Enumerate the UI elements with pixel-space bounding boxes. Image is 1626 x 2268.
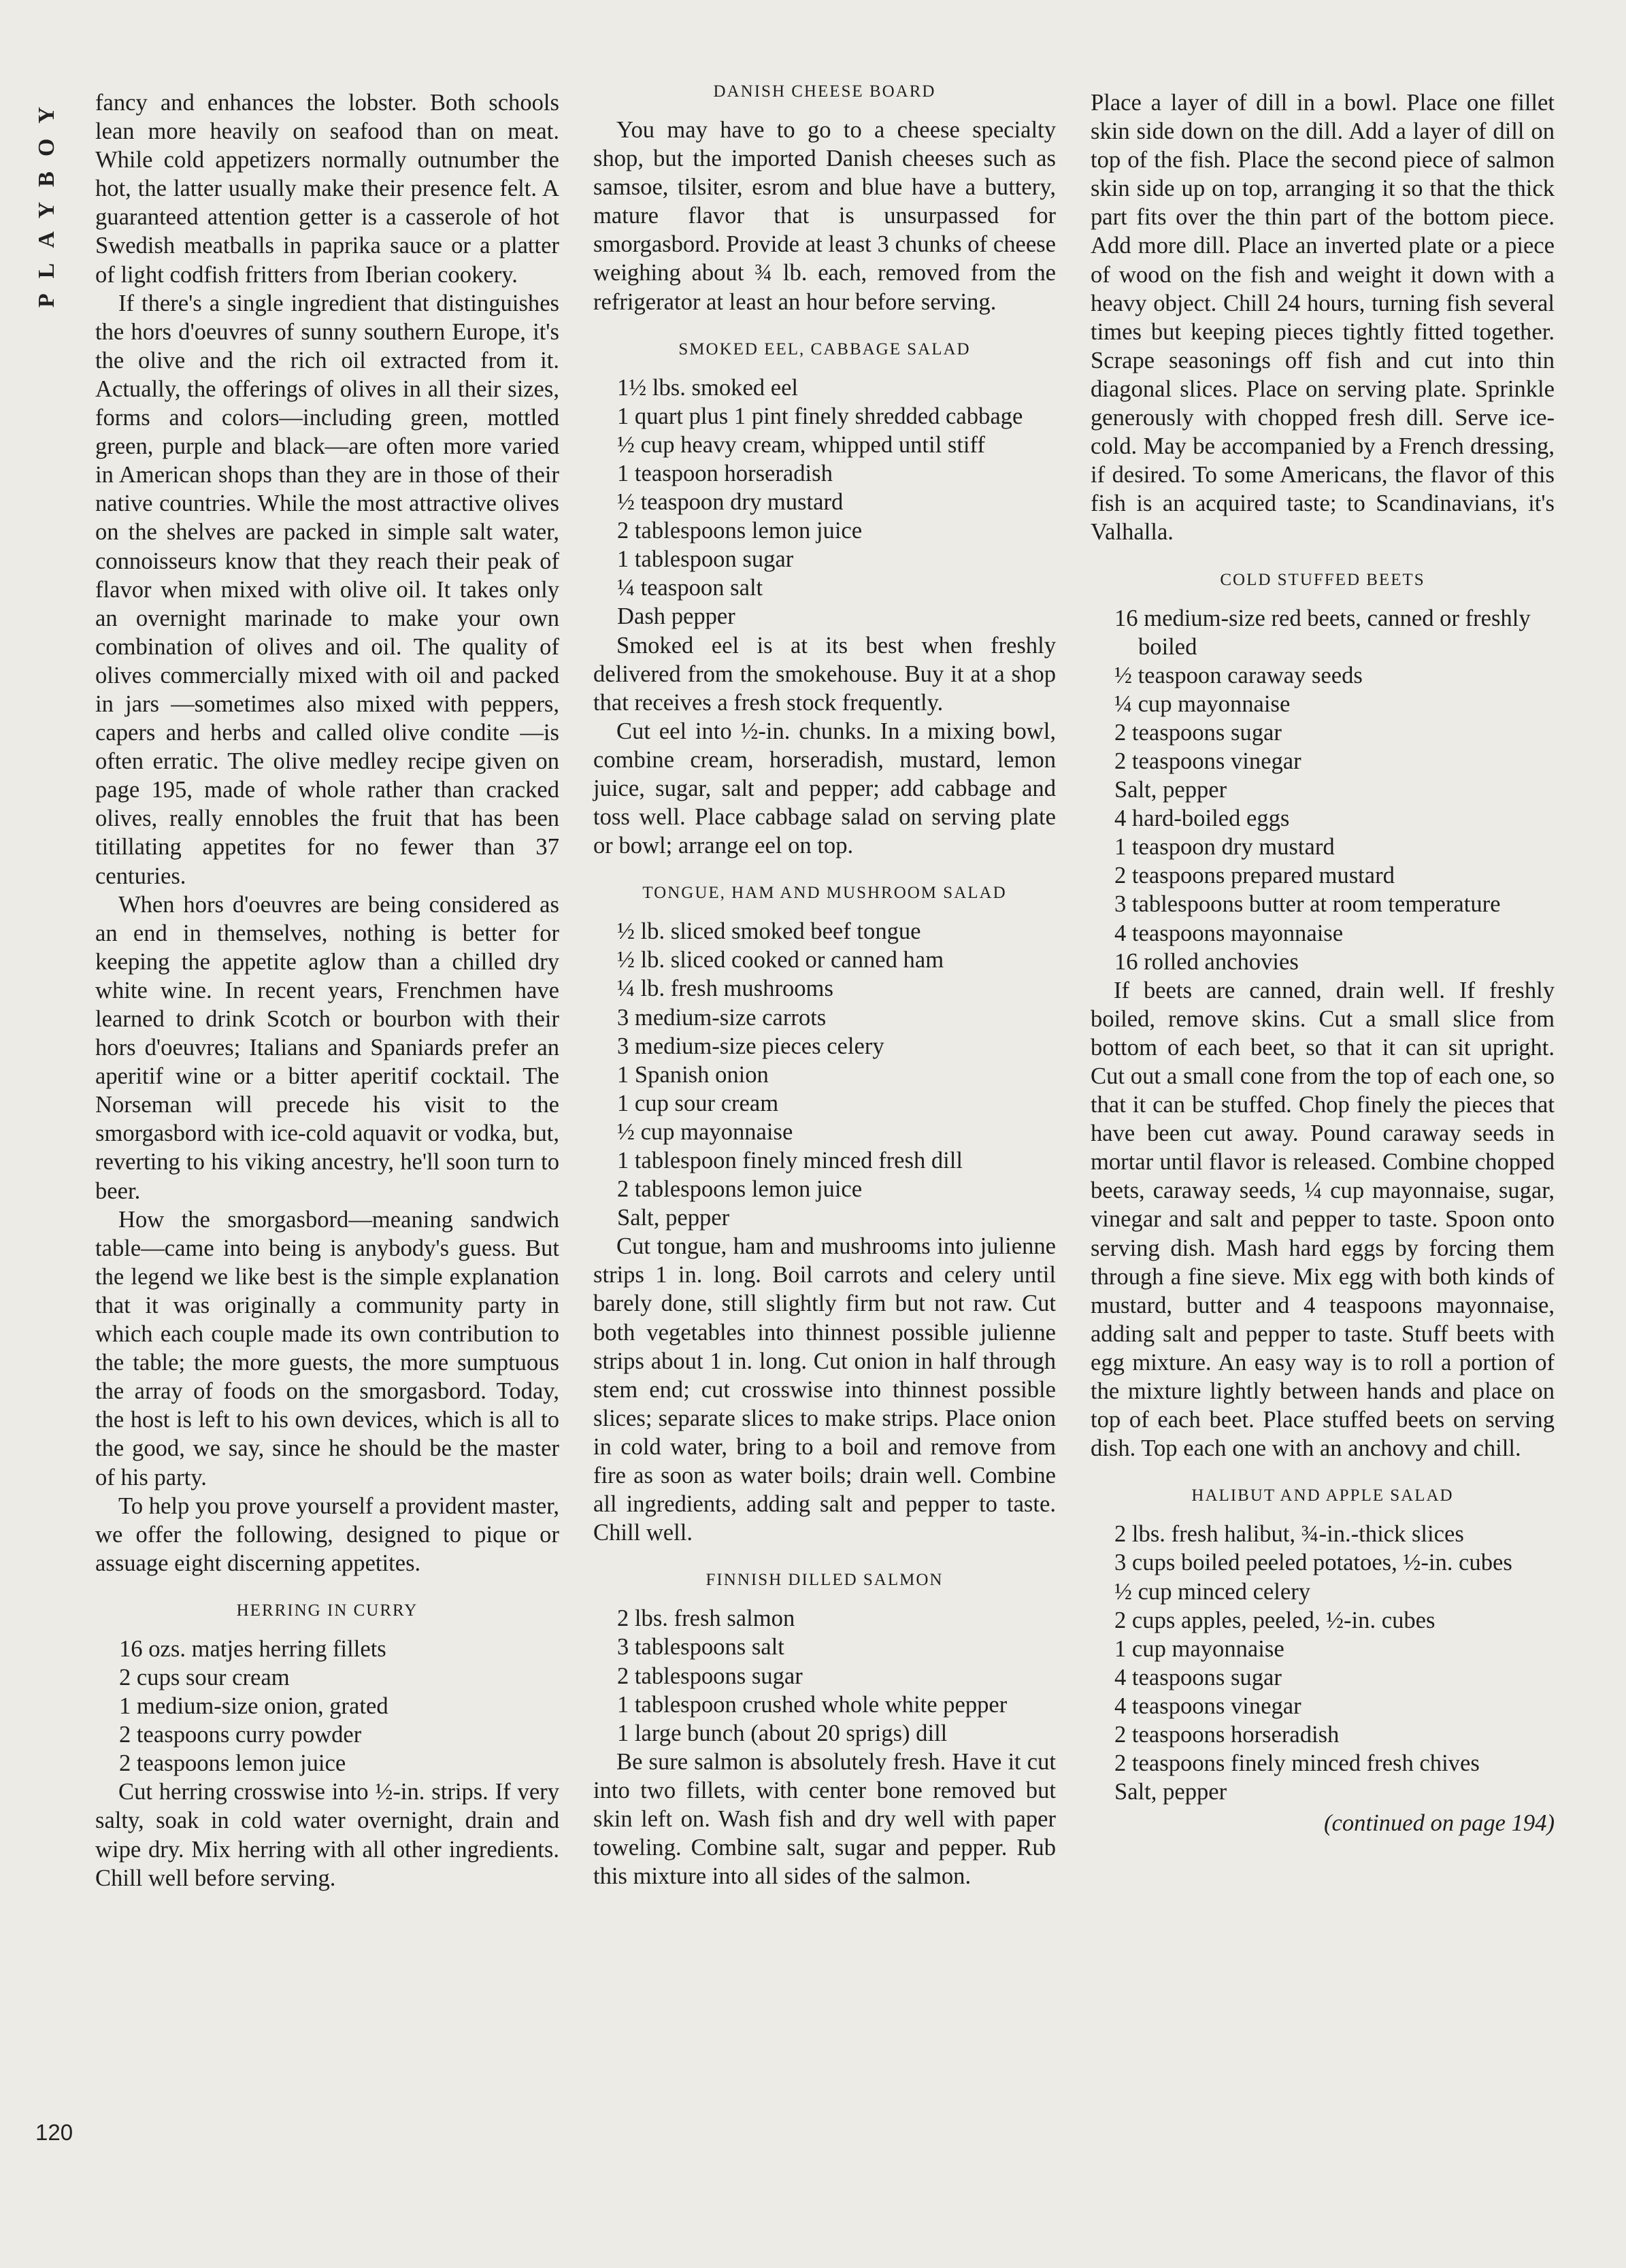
ingredient: ½ lb. sliced cooked or canned ham [617, 947, 944, 973]
recipe-title: COLD STUFFED BEETS [1220, 570, 1425, 589]
ingredient-list [1091, 1520, 1555, 1806]
ingredient: Salt, pepper [1114, 777, 1227, 803]
ingredient: 4 teaspoons mayonnaise [1114, 920, 1344, 946]
recipe-directions: Cut herring crosswise into ½-in. strips. If very salty, soak in cold water overnight, drain and wipe dry. Mix herring with all other ingredients. Chill well before serving. [95, 1779, 559, 1891]
ingredient: 3 tablespoons butter at room temperature [1114, 891, 1501, 918]
ingredient: Salt, pepper [617, 1205, 730, 1231]
recipe-title: SMOKED EEL, CABBAGE SALAD [678, 339, 971, 358]
ingredient: 1 tablespoon finely minced fresh dill [617, 1148, 963, 1173]
ingredient: 1 tablespoon crushed whole white pepper [617, 1691, 1008, 1718]
ingredient: ¼ lb. fresh mushrooms [617, 975, 833, 1002]
ingredient: 4 teaspoons vinegar [1114, 1692, 1301, 1719]
column-1 [95, 88, 559, 1892]
ingredient: 1 teaspoon dry mustard [1114, 834, 1335, 861]
recipe-title: HERRING IN CURRY [236, 1601, 418, 1620]
ingredient: ½ cup minced celery [1114, 1578, 1311, 1605]
ingredient: 2 teaspoons finely minced fresh chives [1114, 1750, 1480, 1777]
ingredient: 2 teaspoons vinegar [1114, 748, 1301, 774]
ingredient-list [1091, 604, 1555, 976]
ingredient: 2 teaspoons lemon juice [119, 1750, 346, 1777]
ingredient: 16 medium-size red beets, canned or freshly boiled [1114, 605, 1531, 660]
ingredient: 4 teaspoons sugar [1114, 1664, 1282, 1690]
column-3 [1091, 88, 1555, 1837]
ingredient-list [593, 917, 1056, 1232]
ingredient: 2 teaspoons horseradish [1114, 1721, 1340, 1748]
ingredient: 16 ozs. matjes herring fillets [119, 1635, 386, 1662]
ingredient: 1 cup sour cream [617, 1090, 779, 1116]
recipe-title: FINNISH DILLED SALMON [706, 1571, 944, 1590]
ingredient: ½ cup mayonnaise [617, 1118, 793, 1145]
ingredient: 16 rolled anchovies [1114, 948, 1299, 975]
recipe-directions: Cut tongue, ham and mushrooms into julienne strips 1 in. long. Boil carrots and celery until barely done, still slightly firm but not raw. Cut both vegetables into thinnest possible julienne strips about 1 in. long. Cut onion in half through stem end; cut crosswise into thinnest possible slices; separate slices to make strips. Place onion in cold water, bring to a boil and remove from fire as soon as water boils; drain well. Combine all ingredients, adding salt and pepper to taste. Chill well. [593, 1233, 1056, 1546]
ingredient: 3 medium-size pieces celery [617, 1033, 884, 1059]
intro-paragraph: To help you prove yourself a provident master, we offer the following, designed to pique or assuage eight discerning appetites. [95, 1492, 559, 1576]
ingredient: 2 tablespoons lemon juice [617, 518, 863, 544]
recipe-title: HALIBUT AND APPLE SALAD [1191, 1486, 1454, 1505]
ingredient: 2 tablespoons lemon juice [617, 1176, 863, 1203]
ingredient: 2 lbs. fresh halibut, ¾-in.-thick slices [1114, 1521, 1464, 1548]
recipe-title: DANISH CHEESE BOARD [713, 82, 936, 101]
ingredient: 2 teaspoons prepared mustard [1114, 863, 1395, 889]
intro-paragraph: fancy and enhances the lobster. Both schools lean more heavily on seafood than on meat. While cold appetizers normally outnumber the hot, the latter usually make their presence felt. A guaranteed attention getter is a casserole of hot Swedish meatballs in paprika sauce or a platter of light codfish fritters from Iberian cookery. [95, 90, 559, 288]
ingredient: 3 tablespoons salt [617, 1634, 784, 1661]
page-number: 120 [35, 2120, 73, 2145]
ingredient: Salt, pepper [1114, 1779, 1227, 1805]
ingredient-list [95, 1635, 559, 1778]
ingredient: 2 cups apples, peeled, ½-in. cubes [1114, 1607, 1436, 1633]
intro-paragraph: How the smorgasbord—meaning sandwich table—came into being is anybody's guess. But the legend we like best is the simple explanation that it was originally a community party in which each couple made its own contribution to the table; the more guests, the more sumptuous the array of foods on the smorgasbord. Today, the host is left to his own devices, which is all to the good, we say, since he should be the master of his party. [95, 1206, 559, 1490]
magazine-logo: PLAYBOY [34, 92, 59, 308]
ingredient: 1 large bunch (about 20 sprigs) dill [617, 1720, 948, 1746]
ingredient-list [593, 1604, 1056, 1747]
recipe-directions: You may have to go to a cheese specialty shop, but the imported Danish cheeses such as samsoe, tilsiter, esrom and blue have a buttery, mature flavor that is unsurpassed for smorgasbord. Provide at least 3 chunks of cheese weighing about ¾ lb. each, removed from the refrigerator at least an hour before serving. [593, 117, 1056, 315]
ingredient: ½ lb. sliced smoked beef tongue [617, 918, 921, 945]
ingredient: 2 tablespoons sugar [617, 1663, 803, 1689]
ingredient-list [593, 373, 1056, 631]
ingredient: 1 quart plus 1 pint finely shredded cabbage [617, 403, 1023, 429]
ingredient: 2 cups sour cream [119, 1664, 290, 1690]
ingredient: 2 lbs. fresh salmon [617, 1605, 795, 1632]
ingredient: 1 teaspoon horseradish [617, 460, 833, 486]
ingredient: Dash pepper [617, 603, 735, 630]
intro-paragraph: When hors d'oeuvres are being considered as an end in themselves, nothing is better for keeping the appetite aglow than a chilled dry white wine. In recent years, Frenchmen have learned to drink Scotch or bourbon with their hors d'oeuvres; Italians and Spaniards prefer an aperitif wine or a bitter aperitif cocktail. The Norseman will precede his visit to the smorgasbord with ice-cold aquavit or vodka, but, reverting to his viking ancestry, he'll soon turn to beer. [95, 891, 559, 1204]
ingredient: ¼ teaspoon salt [617, 575, 763, 601]
recipe-title: TONGUE, HAM AND MUSHROOM SALAD [642, 884, 1007, 903]
ingredient: 3 medium-size carrots [617, 1004, 827, 1031]
ingredient: ½ cup heavy cream, whipped until stiff [617, 431, 985, 458]
recipe-directions-continued: Place a layer of dill in a bowl. Place one fillet skin side down on the dill. Add a layer of dill on top of the fish. Place the second piece of salmon skin side up on top, arranging it so that the thick part fits over the thin part of the bottom piece. Add more dill. Place an inverted plate or a piece of wood on the fish and weight it down with a heavy object. Chill 24 hours, turning fish several times but keeping pieces tightly fitted together. Scrape seasonings off fish and cut into thin diagonal slices. Place on serving plate. Sprinkle generously with chopped fresh dill. Serve ice-cold. May be accompanied by a French dressing, if desired. To some Americans, the flavor of this fish is an acquired taste; to Scandinavians, it's Valhalla. [1091, 90, 1555, 546]
ingredient: ½ teaspoon caraway seeds [1114, 662, 1363, 688]
ingredient: 1½ lbs. smoked eel [617, 374, 799, 401]
intro-paragraph: If there's a single ingredient that distinguishes the hors d'oeuvres of sunny southern Europe, it's the olive and the rich oil extracted from it. Actually, the offerings of olives in all their sizes, forms and colors—including green, mottled green, purple and black—are often more varied in American shops than they are in those of their native countries. While the most attractive olives on the shelves are packed in simple salt water, connoisseurs know that they reach their peak of flavor when mixed with olive oil. It takes only an overnight marinade to make your own combination of olives and oil. The quality of olives commercially mixed with oil and packed in jars —sometimes also mixed with peppers, capers and herbs and called olive condite —is often erratic. The olive medley recipe given on page 195, made of whole rather than cracked olives, really ennobles the fruit that has been titillating appetites for no fewer than 37 centuries. [95, 290, 559, 889]
ingredient: 1 cup mayonnaise [1114, 1635, 1284, 1662]
ingredient: 3 cups boiled peeled potatoes, ½-in. cubes [1114, 1550, 1512, 1576]
recipe-directions: Be sure salmon is absolutely fresh. Have it cut into two fillets, with center bone removed but skin left on. Wash fish and dry well with paper toweling. Combine salt, sugar and pepper. Rub this mixture into all sides of the salmon. [593, 1748, 1056, 1890]
ingredient: 2 teaspoons sugar [1114, 719, 1282, 746]
recipe-directions: If beets are canned, drain well. If freshly boiled, remove skins. Cut a small slice from bottom of each beet, so that it can sit upright. Cut out a small cone from the top of each one, so that it can be stuffed. Chop finely the pieces that have been cut away. Pound caraway seeds in mortar until flavor is released. Combine chopped beets, caraway seeds, ¼ cup mayonnaise, sugar, vinegar and salt and pepper to taste. Spoon onto serving dish. Mash hard eggs by forcing them through a fine sieve. Mix egg with both kinds of mustard, butter and 4 teaspoons mayonnaise, adding salt and pepper to taste. Stuff beets with egg mixture. An easy way is to roll a portion of the mixture lightly between hands and place on top of each beet. Place stuffed beets on serving dish. Top each one with an anchovy and chill. [1091, 977, 1555, 1462]
ingredient: 1 Spanish onion [617, 1061, 769, 1088]
recipe-directions: Smoked eel is at its best when freshly delivered from the smokehouse. Buy it at a shop that receives a fresh stock frequently. [593, 632, 1056, 716]
ingredient: 2 teaspoons curry powder [119, 1722, 362, 1748]
recipe-directions: Cut eel into ½-in. chunks. In a mixing bowl, combine cream, horseradish, mustard, lemon juice, sugar, salt and pepper; add cabbage and toss well. Place cabbage salad on serving plate or bowl; arrange eel on top. [593, 718, 1056, 859]
ingredient: 1 medium-size onion, grated [119, 1693, 388, 1720]
ingredient: ¼ cup mayonnaise [1114, 690, 1291, 717]
ingredient: 4 hard-boiled eggs [1114, 805, 1290, 832]
continued-note: (continued on page 194) [1324, 1810, 1555, 1837]
ingredient: ½ teaspoon dry mustard [617, 489, 844, 516]
column-2 [593, 82, 1056, 1890]
ingredient: 1 tablespoon sugar [617, 546, 794, 573]
